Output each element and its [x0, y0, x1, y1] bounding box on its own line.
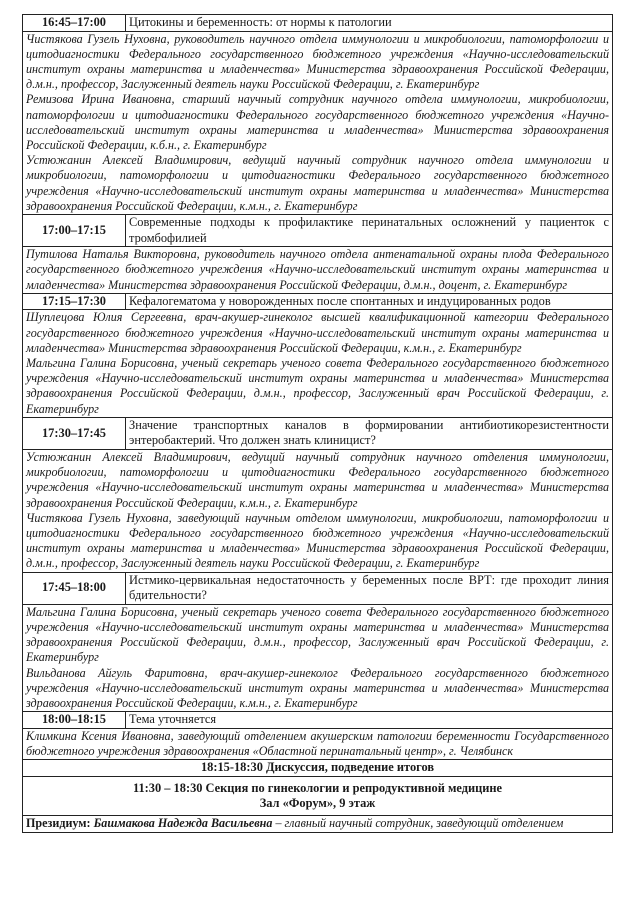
- speaker-entry: Устюжанин Алексей Владимирович, ведущий научный сотрудник научного отдела иммунологии и микробиологии, патоморфологии и цитодиагностики Федерального государственного бюджетного учреждения «Научно-исследовательский институт охраны материнства и младенчества» Министерства здравоохранения Российской Федерации, к.м.н., г. Екатеринбург: [26, 153, 609, 213]
- section-header-row: [23, 776, 613, 815]
- speaker-entry: Путилова Наталья Викторовна, руководитель научного отдела антенатальной охраны плода Федерального государственного бюджетного учреждения «Научно-исследовательский институт охраны материнства и младенчества» Министерства здравоохранения Российской Федерации, д.м.н., доцент, г. Екатеринбург: [26, 247, 609, 292]
- presidium: [23, 816, 613, 833]
- speaker-entry: Мальгина Галина Борисовна, ученый секретарь ученого совета Федерального государственного бюджетного учреждения «Научно-исследовательский институт охраны материнства и младенчества» Министерства здравоохранения Российской Федерации, д.м.н., профессор, Заслуженный врач Российской Федерации, г. Екатеринбург: [26, 604, 609, 665]
- session-speakers: [23, 247, 613, 294]
- session-speakers: [23, 310, 613, 417]
- session-time: 17:45–18:00: [23, 572, 126, 604]
- session-header-row: [23, 15, 613, 32]
- program-table: [22, 14, 613, 833]
- session-time: 17:00–17:15: [23, 215, 126, 247]
- session-title: Значение транспортных каналов в формировании антибиотикорезистентности энтеробактерий. Что должен знать клиницист?: [126, 417, 613, 449]
- session-title: Истмико-цервикальная недостаточность у беременных после ВРТ: где проходит линия бдительности?: [126, 572, 613, 604]
- speaker-entry: Чистякова Гузель Нуховна, руководитель научного отдела иммунологии и микробиологии, патоморфологии и цитодиагностики Федерального государственного бюджетного учреждения «Научно-исследовательский институт охраны материнства и младенчества» Министерства здравоохранения Российской Федерации, д.м.н., профессор, Заслуженный деятель науки Российской Федерации, г. Екатеринбург: [26, 31, 609, 92]
- session-speakers: [23, 31, 613, 214]
- session-speakers: [23, 728, 613, 759]
- speaker-entry: Чистякова Гузель Нуховна, заведующий научным отделом иммунологии, микробиологии, патоморфологии и цитодиагностики Федерального государственного бюджетного учреждения «Научно-исследовательский институт охраны материнства и младенчества» Министерства здравоохранения Российской Федерации, д.м.н., профессор, Заслуженный деятель науки Российской Федерации, г. Екатеринбург: [26, 510, 609, 571]
- speaker-entry: Климкина Ксения Ивановна, заведующий отделением акушерским патологии беременности Государственного бюджетного учреждения здравоохранения «Областной перинатальный центр», г. Челябинск: [26, 728, 609, 759]
- session-speakers-row: [23, 450, 613, 573]
- session-speakers: [23, 450, 613, 573]
- section-header: [23, 776, 613, 815]
- session-speakers: [23, 604, 613, 711]
- session-time: 17:30–17:45: [23, 417, 126, 449]
- program-page: [22, 14, 613, 833]
- discussion-text: 18:15-18:30 Дискуссия, подведение итогов: [23, 760, 613, 777]
- session-title: Цитокины и беременность: от нормы к патологии: [126, 15, 613, 32]
- session-title: Современные подходы к профилактике перинатальных осложнений у пациенток с тромбофилией: [126, 215, 613, 247]
- session-time: 16:45–17:00: [23, 15, 126, 32]
- session-speakers-row: [23, 310, 613, 417]
- presidium-label: Президиум:: [26, 816, 91, 831]
- session-speakers-row: [23, 31, 613, 214]
- speaker-entry: Ремизова Ирина Ивановна, старший научный сотрудник научного отдела иммунологии, микробиологии, патоморфологии и цитодиагностики Федерального государственного бюджетного учреждения «Научно-исследовательский институт охраны материнства и младенчества» Министерства здравоохранения Российской Федерации, к.б.н., г. Екатеринбург: [26, 92, 609, 153]
- session-speakers-row: [23, 728, 613, 759]
- speaker-entry: Шуплецова Юлия Сергеевна, врач-акушер-гинеколог высшей квалификационной категории Федерального государственного бюджетного учреждения «Научно-исследовательский институт охраны материнства и младенчества» Министерства здравоохранения Российской Федерации, к.м.н., г. Екатеринбург: [26, 310, 609, 355]
- session-header-row: [23, 417, 613, 449]
- session-header-row: [23, 712, 613, 729]
- speaker-entry: Мальгина Галина Борисовна, ученый секретарь ученого совета Федерального государственного бюджетного учреждения «Научно-исследовательский институт охраны материнства и младенчества» Министерства здравоохранения Российской Федерации, д.м.н., профессор, Заслуженный врач Российской Федерации, г. Екатеринбург: [26, 356, 609, 416]
- session-header-row: [23, 215, 613, 247]
- session-header-row: [23, 293, 613, 310]
- section-title: 11:30 – 18:30 Секция по гинекологии и репродуктивной медицине: [132, 780, 503, 795]
- session-title: Кефалогематома у новорожденных после спонтанных и индуцированных родов: [126, 293, 613, 310]
- session-speakers-row: [23, 604, 613, 711]
- session-time: 18:00–18:15: [23, 712, 126, 729]
- session-header-row: [23, 572, 613, 604]
- discussion-row: [23, 760, 613, 777]
- session-speakers-row: [23, 247, 613, 294]
- presidium-name: Башмакова Надежда Васильевна: [93, 816, 273, 831]
- presidium-row: [23, 816, 613, 833]
- speaker-entry: Вильданова Айгуль Фаритовна, врач-акушер-гинеколог Федерального государственного бюджетного учреждения «Научно-исследовательский институт охраны материнства и младенчества» Министерства здравоохранения Российской Федерации, к.м.н., г. Екатеринбург: [26, 665, 609, 711]
- section-venue: Зал «Форум», 9 этаж: [259, 796, 376, 811]
- speaker-entry: Устюжанин Алексей Владимирович, ведущий научный сотрудник научного отделения иммунологии, микробиологии, патоморфологии и цитодиагностики Федерального государственного бюджетного учреждения «Научно-исследовательский институт охраны материнства и младенчества» Министерства здравоохранения Российской Федерации, к.м.н., г. Екатеринбург: [26, 450, 609, 510]
- session-time: 17:15–17:30: [23, 293, 126, 310]
- presidium-role: – главный научный сотрудник, заведующий отделением: [275, 816, 564, 831]
- session-title: Тема уточняется: [126, 712, 613, 729]
